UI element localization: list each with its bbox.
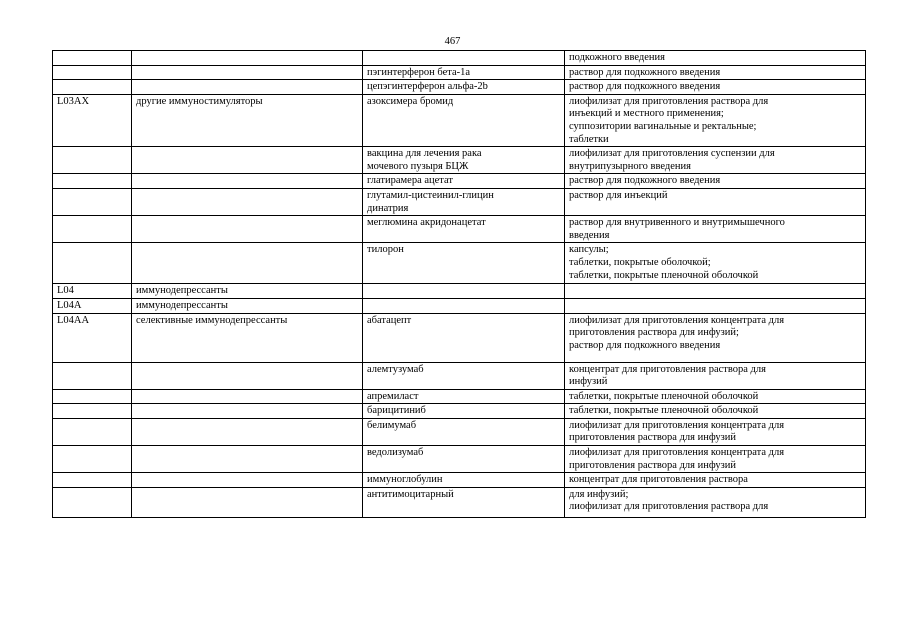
atc-code-cell [53,216,132,243]
group-name-cell [132,147,363,174]
atc-code-cell [53,362,132,389]
dosage-form-cell [565,473,866,488]
drug-name-cell [363,243,565,284]
drug-name-line: тилорон [367,244,404,256]
atc-code-cell [53,80,132,95]
atc-code-cell [53,473,132,488]
dosage-form-line: раствор для подкожного введения [569,339,721,351]
drug-name-cell [363,389,565,404]
dosage-form-line: лиофилизат для приготовления концентрата для [569,419,785,431]
group-name-cell: иммунодепрессанты [132,298,363,313]
table-row [53,284,866,299]
group-name-cell [132,446,363,473]
dosage-form-cell [565,51,866,66]
drug-name-cell [363,94,565,146]
dosage-form-line: для инфузий; [569,488,629,500]
table-row [53,80,866,95]
table-row [53,147,866,174]
atc-code-cell [53,65,132,80]
dosage-form-line: приготовления раствора для инфузий [569,432,737,444]
atc-code-cell [53,418,132,445]
dosage-form-cell [565,487,866,517]
dosage-form-line: внутрипузырного введения [569,160,691,172]
table-body [53,51,866,518]
dosage-form-line: раствор для подкожного введения [569,66,721,78]
dosage-form-cell [565,174,866,189]
table-row [53,446,866,473]
group-name-cell [132,418,363,445]
atc-code-cell [53,243,132,284]
atc-code-cell [53,174,132,189]
drug-name-line: барицитиниб [367,405,426,417]
drug-name-line: ведолизумаб [367,447,424,459]
group-name-cell [132,80,363,95]
group-name-cell: другие иммуностимуляторы [132,94,363,146]
dosage-form-line: таблетки [569,133,609,145]
group-name-cell [132,243,363,284]
dosage-form-cell [565,446,866,473]
drug-name-cell [363,216,565,243]
group-name-cell [132,174,363,189]
table-row [53,404,866,419]
drug-name-line: пэгинтерферон бета-1a [367,66,471,78]
dosage-form-line: лиофилизат для приготовления раствора для [569,501,769,513]
drug-name-cell [363,174,565,189]
dosage-form-line: суппозитории вагинальные и ректальные; [569,120,757,132]
dosage-form-cell [565,418,866,445]
dosage-form-cell [565,284,866,299]
drug-name-line: иммуноглобулин [367,474,443,486]
dosage-form-line: таблетки, покрытые пленочной оболочкой [569,269,759,281]
table-row [53,94,866,146]
dosage-form-line: приготовления раствора для инфузий; [569,327,739,339]
drug-name-cell [363,446,565,473]
table-row [53,473,866,488]
drug-table [52,50,866,518]
group-name-cell [132,188,363,215]
atc-code-cell: L04AA [53,313,132,362]
drug-name-line: апремиласт [367,390,419,402]
dosage-form-line: таблетки, покрытые пленочной оболочкой [569,405,759,417]
dosage-form-cell [565,94,866,146]
dosage-form-line: раствор для внутривенного и внутримышечного [569,217,785,229]
group-name-cell [132,216,363,243]
dosage-form-line: лиофилизат для приготовления суспензии для [569,148,775,160]
drug-name-line: вакцина для лечения рака [367,148,482,160]
drug-name-line: меглюмина акридонацетат [367,217,486,229]
atc-code-cell [53,389,132,404]
dosage-form-line: лиофилизат для приготовления концентрата для [569,447,785,459]
dosage-form-cell [565,65,866,80]
dosage-form-cell [565,243,866,284]
dosage-form-cell [565,313,866,362]
dosage-form-line: приготовления раствора для инфузий [569,459,737,471]
drug-name-line: абатацепт [367,314,412,326]
atc-code-cell [53,147,132,174]
drug-name-line: азоксимера бромид [367,95,454,107]
table-row [53,216,866,243]
drug-name-cell [363,404,565,419]
dosage-form-cell [565,80,866,95]
table-row [53,188,866,215]
dosage-form-line: раствор для подкожного введения [569,175,721,187]
group-name-cell [132,389,363,404]
group-name-cell [132,65,363,80]
table-row [53,487,866,517]
dosage-form-cell [565,389,866,404]
drug-name-cell [363,418,565,445]
atc-code-cell: L04A [53,298,132,313]
group-name-cell: селективные иммунодепрессанты [132,313,363,362]
group-name-cell: иммунодепрессанты [132,284,363,299]
dosage-form-line: раствор для инъекций [569,189,668,201]
dosage-form-cell [565,147,866,174]
drug-name-line: белимумаб [367,419,417,431]
group-name-cell [132,362,363,389]
dosage-form-cell [565,404,866,419]
drug-name-cell [363,80,565,95]
table-row [53,298,866,313]
drug-name-line: глутамил-цистеинил-глицин [367,189,494,201]
atc-code-cell: L03AX [53,94,132,146]
group-name-cell [132,473,363,488]
drug-name-line: мочевого пузыря БЦЖ [367,160,469,172]
table-row [53,362,866,389]
dosage-form-line: таблетки, покрытые пленочной оболочкой [569,390,759,402]
drug-name-cell [363,188,565,215]
drug-name-line: динатрия [367,202,409,214]
group-name-cell [132,51,363,66]
page-number: 467 [444,36,461,47]
atc-code-cell [53,188,132,215]
dosage-form-line: инъекций и местного применения; [569,108,724,120]
drug-name-line: цепэгинтерферон альфа-2b [367,81,488,93]
group-name-cell [132,404,363,419]
dosage-form-line: раствор для подкожного введения [569,81,721,93]
group-name-cell [132,487,363,517]
dosage-form-line: таблетки, покрытые оболочкой; [569,256,711,268]
dosage-form-line: концентрат для приготовления раствора [569,474,748,486]
dosage-form-line: инфузий [569,376,608,388]
dosage-form-line: лиофилизат для приготовления раствора для [569,95,769,107]
drug-name-line: глатирамера ацетат [367,175,453,187]
dosage-form-line: введения [569,229,610,241]
drug-name-cell [363,51,565,66]
drug-name-line: антитимоцитарный [367,488,454,500]
table-row [53,51,866,66]
table-row [53,243,866,284]
dosage-form-line: концентрат для приготовления раствора для [569,363,766,375]
drug-name-cell [363,313,565,362]
drug-name-cell [363,284,565,299]
table-row [53,174,866,189]
drug-name-cell [363,362,565,389]
dosage-form-line: лиофилизат для приготовления концентрата для [569,314,785,326]
drug-name-cell [363,298,565,313]
atc-code-cell: L04 [53,284,132,299]
drug-name-cell [363,65,565,80]
table-row [53,418,866,445]
dosage-form-cell [565,298,866,313]
dosage-form-line: капсулы; [569,244,609,256]
table-row [53,313,866,362]
table-row [53,65,866,80]
drug-name-cell [363,147,565,174]
atc-code-cell [53,487,132,517]
dosage-form-cell [565,188,866,215]
drug-name-line: алемтузумаб [367,363,424,375]
atc-code-cell [53,404,132,419]
dosage-form-cell [565,216,866,243]
atc-code-cell [53,446,132,473]
atc-code-cell [53,51,132,66]
drug-name-cell [363,487,565,517]
table-row [53,389,866,404]
dosage-form-cell [565,362,866,389]
drug-name-cell [363,473,565,488]
dosage-form-line: подкожного введения [569,52,665,63]
